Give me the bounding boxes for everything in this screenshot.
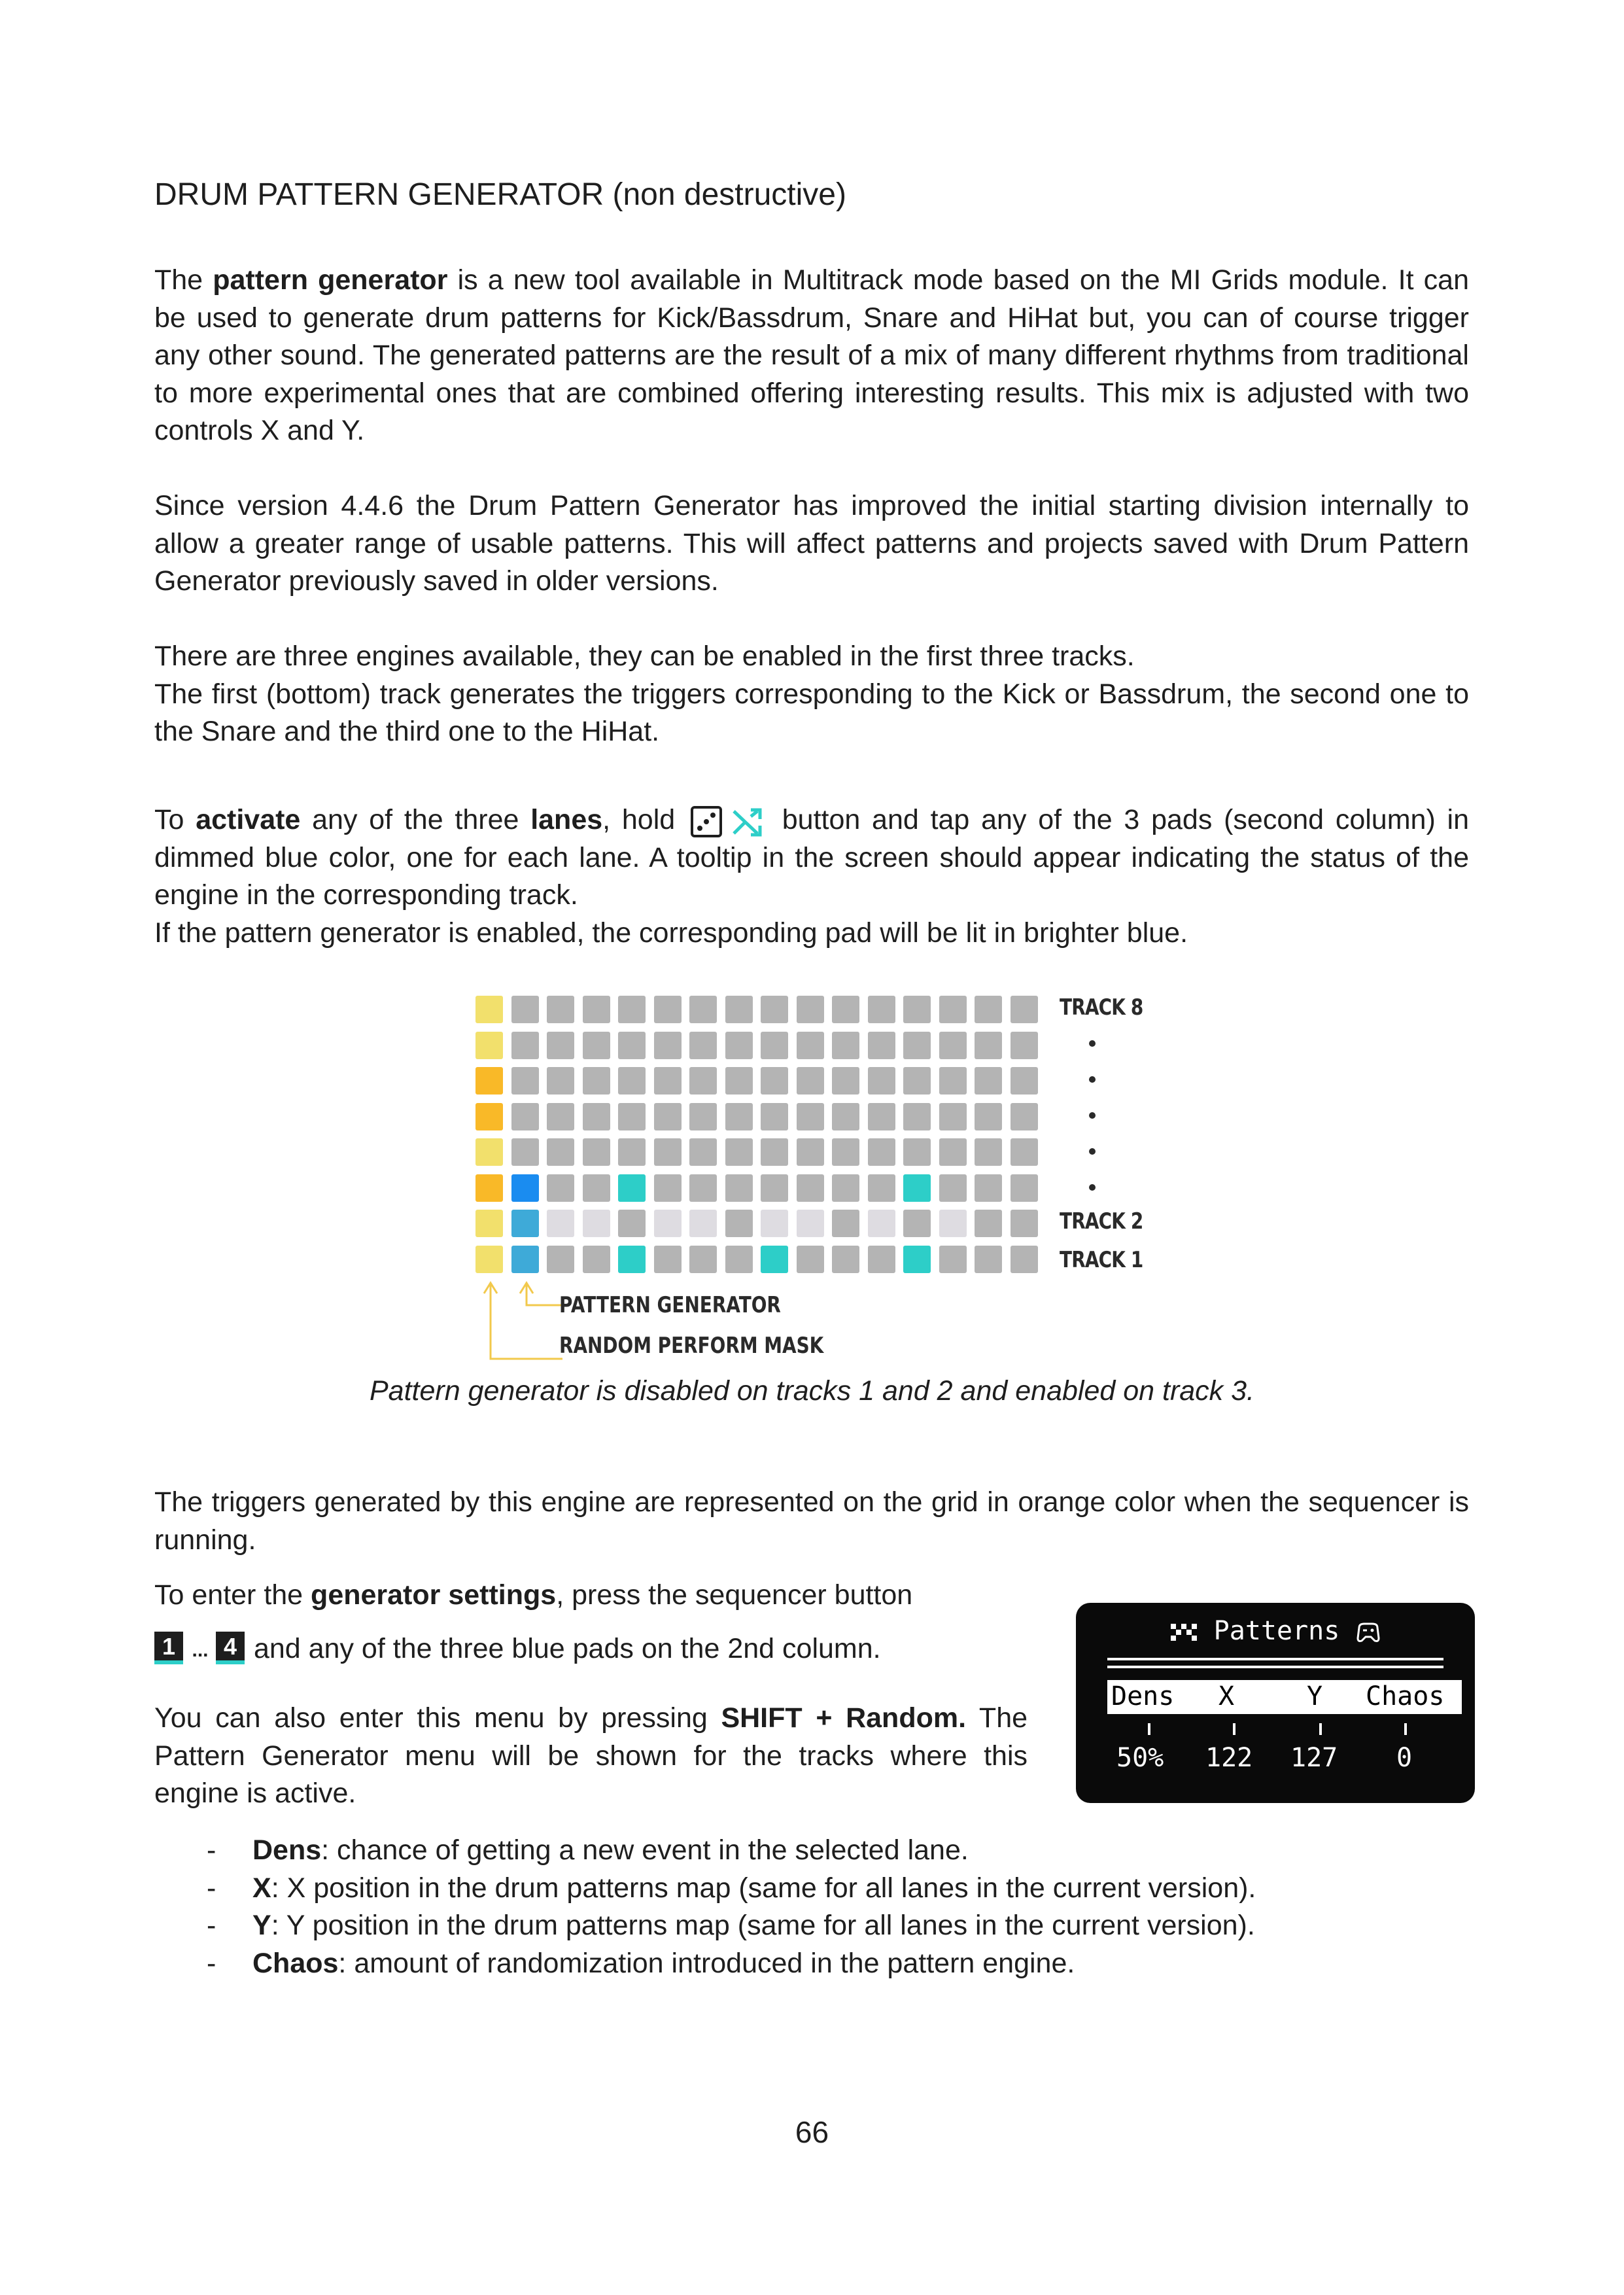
settings-paragraph-1 xyxy=(154,1577,1028,1615)
grid-pad xyxy=(868,1246,895,1273)
activate-bold-1: activate xyxy=(196,804,301,835)
list-item xyxy=(154,1907,1256,1945)
grid-pad xyxy=(868,1138,895,1166)
grid-pad xyxy=(725,1138,753,1166)
list-text: : amount of randomization introduced in the pattern engine. xyxy=(338,1947,1075,1979)
grid-pad xyxy=(797,1210,824,1237)
grid-pad xyxy=(797,1032,824,1059)
grid-pad xyxy=(654,1174,682,1202)
grid-pad xyxy=(689,1210,717,1237)
value-tick xyxy=(1148,1723,1150,1735)
grid-pad xyxy=(903,1138,931,1166)
grid-pad xyxy=(547,1032,574,1059)
grid-pad xyxy=(1011,1138,1038,1166)
ellipsis-dot xyxy=(1089,1184,1096,1191)
list-dash: - xyxy=(207,1872,216,1904)
grid-pad xyxy=(725,1103,753,1130)
ellipsis-dot xyxy=(1089,1148,1096,1155)
grid-pad xyxy=(618,1103,646,1130)
list-text: : X position in the drum patterns map (same for all lanes in the current version). xyxy=(271,1872,1256,1904)
screen-rule xyxy=(1107,1666,1443,1668)
settings-key-line xyxy=(154,1630,881,1670)
grid-pad xyxy=(797,1138,824,1166)
grid-pad xyxy=(903,1210,931,1237)
screen-header-bar xyxy=(1107,1680,1462,1714)
activate-text-2: any of the three xyxy=(300,804,531,835)
grid-pad xyxy=(689,1174,717,1202)
grid-pad xyxy=(832,1210,859,1237)
activate-bold-2: lanes xyxy=(530,804,603,835)
grid-pad xyxy=(583,1174,610,1202)
grid-pad xyxy=(868,1103,895,1130)
header-chaos: Chaos xyxy=(1366,1681,1445,1711)
settings-text-3: and any of the three blue pads on the 2nd column. xyxy=(246,1633,881,1664)
grid-pad xyxy=(511,1174,539,1202)
grid-pad xyxy=(725,1067,753,1095)
grid-pad xyxy=(511,1138,539,1166)
grid-pad xyxy=(511,1032,539,1059)
grid-pad xyxy=(868,1067,895,1095)
grid-pad xyxy=(903,996,931,1023)
grid-pad xyxy=(761,1246,788,1273)
screen-title-row xyxy=(1076,1616,1475,1646)
grid-pad xyxy=(654,1210,682,1237)
intro-paragraph xyxy=(154,262,1469,450)
grid-pad xyxy=(903,1067,931,1095)
intro-text-2: is a new tool available in Multitrack mode based on the MI Grids module. It can be used to generate drum patterns for Kick/Bassdrum, Snare and HiHat but, you can of course trigger any other sound. The generated patterns are the result of a mix of many different rhythms from traditional to more experimental ones that are combined offering interesting results. This mix is adjusted with two controls X and Y. xyxy=(154,264,1469,446)
grid-pad xyxy=(975,1210,1002,1237)
grid-pad xyxy=(761,1138,788,1166)
random-perform-mask-label: RANDOM PERFORM MASK xyxy=(559,1333,824,1359)
grid-pad xyxy=(511,1210,539,1237)
value-tick xyxy=(1233,1723,1235,1735)
triggers-paragraph: The triggers generated by this engine are represented on the grid in orange color when the sequencer is running. xyxy=(154,1486,1469,1556)
grid-pad xyxy=(1011,996,1038,1023)
grid-pad xyxy=(475,1032,503,1059)
settings-text-5: The Pattern Generator menu will be shown for the tracks where this engine is active. xyxy=(154,1702,1028,1809)
settings-text-4: You can also enter this menu by pressing xyxy=(154,1702,721,1734)
list-term: Y xyxy=(252,1910,271,1941)
settings-text-1: To enter the xyxy=(154,1579,311,1611)
settings-text-2: , press the sequencer button xyxy=(556,1579,913,1611)
grid-pad xyxy=(1011,1174,1038,1202)
grid-pad xyxy=(868,1210,895,1237)
grid-pad xyxy=(797,996,824,1023)
grid-pad xyxy=(689,1103,717,1130)
version-note-paragraph: Since version 4.4.6 the Drum Pattern Generator has improved the initial starting division internally to allow a greater range of usable patterns. This will affect patterns and projects saved with Drum Pattern Generator previously saved in older versions. xyxy=(154,490,1469,597)
grid-pad xyxy=(547,1246,574,1273)
gamepad-icon xyxy=(1355,1621,1381,1643)
grid-pad xyxy=(583,1032,610,1059)
grid-pad xyxy=(475,1210,503,1237)
grid-pad xyxy=(975,1174,1002,1202)
grid-pad xyxy=(689,1138,717,1166)
value-tick xyxy=(1404,1723,1407,1735)
header-y: Y xyxy=(1307,1681,1323,1711)
list-text: : Y position in the drum patterns map (same for all lanes in the current version). xyxy=(271,1910,1255,1941)
settings-bold-1: generator settings xyxy=(311,1579,557,1611)
grid-pad xyxy=(1011,1032,1038,1059)
list-dash: - xyxy=(207,1910,216,1941)
parameter-list xyxy=(154,1832,1256,1982)
grid-pad xyxy=(689,1067,717,1095)
page-heading: DRUM PATTERN GENERATOR (non destructive) xyxy=(154,177,846,212)
grid-pad xyxy=(868,1174,895,1202)
header-dens: Dens xyxy=(1111,1681,1175,1711)
grid-pad xyxy=(689,996,717,1023)
grid-pad xyxy=(618,1174,646,1202)
intro-bold-term: pattern generator xyxy=(213,264,448,296)
grid-pad xyxy=(654,1032,682,1059)
step-key-ellipsis: ... xyxy=(192,1639,209,1661)
grid-pad xyxy=(583,1067,610,1095)
grid-pad xyxy=(832,1067,859,1095)
grid-pad xyxy=(689,1032,717,1059)
ellipsis-dot xyxy=(1089,1076,1096,1083)
grid-pad xyxy=(725,1246,753,1273)
grid-pad xyxy=(511,1246,539,1273)
grid-pad xyxy=(475,1138,503,1166)
grid-pad xyxy=(832,1174,859,1202)
grid-pad xyxy=(1011,1067,1038,1095)
grid-pad xyxy=(618,1067,646,1095)
grid-pad xyxy=(583,1138,610,1166)
grid-pad xyxy=(618,1138,646,1166)
screen-rule xyxy=(1107,1658,1443,1660)
grid-pad xyxy=(654,996,682,1023)
grid-pad xyxy=(511,1103,539,1130)
value-y: 127 xyxy=(1290,1743,1338,1773)
grid-pad xyxy=(689,1246,717,1273)
activate-text-3: , hold xyxy=(602,804,687,835)
engines-line-2: The first (bottom) track generates the triggers corresponding to the Kick or Bassdrum, the second one to the Snare and the third one to the HiHat. xyxy=(154,678,1469,747)
page-number: 66 xyxy=(795,2115,829,2149)
grid-pad xyxy=(618,1210,646,1237)
list-item xyxy=(154,1870,1256,1908)
header-x: X xyxy=(1218,1681,1235,1711)
grid-pad xyxy=(547,1138,574,1166)
grid-pad xyxy=(903,1103,931,1130)
figure-caption: Pattern generator is disabled on tracks 1 and 2 and enabled on track 3. xyxy=(370,1375,1254,1407)
screen-title: Patterns xyxy=(1213,1616,1340,1646)
grid-pad xyxy=(903,1174,931,1202)
list-term: X xyxy=(252,1872,271,1904)
grid-pad xyxy=(797,1103,824,1130)
list-term: Dens xyxy=(252,1834,322,1866)
grid-pad xyxy=(475,1246,503,1273)
track-2-label: TRACK 2 xyxy=(1060,1208,1143,1235)
activate-paragraph xyxy=(154,801,1469,952)
grid-pad xyxy=(832,996,859,1023)
grid-pad xyxy=(583,1103,610,1130)
grid-pad xyxy=(725,1032,753,1059)
grid-pad xyxy=(761,996,788,1023)
grid-pad xyxy=(1011,1210,1038,1237)
grid-pad xyxy=(475,1174,503,1202)
value-chaos: 0 xyxy=(1396,1743,1413,1773)
grid-pad xyxy=(475,1067,503,1095)
grid-pad xyxy=(583,1246,610,1273)
grid-pad xyxy=(761,1210,788,1237)
list-term: Chaos xyxy=(252,1947,339,1979)
value-tick xyxy=(1319,1723,1322,1735)
grid-pad xyxy=(511,1067,539,1095)
grid-pad xyxy=(797,1067,824,1095)
grid-pad xyxy=(618,1032,646,1059)
grid-pad xyxy=(939,1067,967,1095)
grid-pad xyxy=(832,1138,859,1166)
list-item xyxy=(154,1832,1256,1870)
grid-pad xyxy=(761,1032,788,1059)
grid-pad xyxy=(583,1210,610,1237)
grid-pad xyxy=(975,1138,1002,1166)
track-1-label: TRACK 1 xyxy=(1060,1247,1143,1273)
activate-line-2: If the pattern generator is enabled, the corresponding pad will be lit in brighter blue. xyxy=(154,917,1188,949)
engines-paragraph xyxy=(154,638,1469,751)
settings-bold-2: SHIFT + Random. xyxy=(721,1702,967,1734)
engines-line-1: There are three engines available, they can be enabled in the first three tracks. xyxy=(154,640,1135,672)
activate-text-1: To xyxy=(154,804,196,835)
list-item xyxy=(154,1945,1256,1983)
grid-pad xyxy=(1011,1246,1038,1273)
intro-text-1: The xyxy=(154,264,213,296)
settings-paragraph-2 xyxy=(154,1700,1028,1813)
grid-pad xyxy=(975,996,1002,1023)
grid-pad xyxy=(975,1246,1002,1273)
grid-pad xyxy=(975,1103,1002,1130)
grid-pad xyxy=(1011,1103,1038,1130)
activate-text-4: button and tap any of the 3 pads (second column) in dimmed blue color, one for each lane. A tooltip in the screen should appear indicating the status of the engine in the corresponding track. xyxy=(154,804,1470,911)
step-buttons-icon xyxy=(154,1632,246,1670)
grid-pad xyxy=(797,1174,824,1202)
grid-pad xyxy=(761,1067,788,1095)
shuffle-icon xyxy=(731,805,768,839)
grid-pad xyxy=(547,996,574,1023)
grid-pad xyxy=(475,996,503,1023)
step-key-4: 4 xyxy=(216,1632,245,1664)
grid-pad xyxy=(547,1210,574,1237)
grid-pad xyxy=(761,1103,788,1130)
grid-pad xyxy=(832,1103,859,1130)
grid-pad xyxy=(654,1246,682,1273)
grid-pad xyxy=(725,1210,753,1237)
value-x: 122 xyxy=(1205,1743,1253,1773)
grid-pad xyxy=(547,1103,574,1130)
grid-pad xyxy=(939,996,967,1023)
grid-pad xyxy=(511,996,539,1023)
grid-pad xyxy=(547,1067,574,1095)
grid-pad xyxy=(797,1246,824,1273)
grid-pad xyxy=(725,996,753,1023)
ellipsis-dot xyxy=(1089,1040,1096,1047)
oled-screen xyxy=(1076,1603,1475,1803)
grid-pad xyxy=(975,1032,1002,1059)
pattern-grid-icon xyxy=(1169,1622,1198,1642)
grid-pad xyxy=(618,996,646,1023)
grid-pad xyxy=(475,1103,503,1130)
grid-pad xyxy=(547,1174,574,1202)
grid-pad xyxy=(761,1174,788,1202)
grid-pad xyxy=(654,1138,682,1166)
ellipsis-dot xyxy=(1089,1112,1096,1119)
grid-pad xyxy=(939,1032,967,1059)
grid-pad xyxy=(654,1103,682,1130)
grid-pad xyxy=(832,1246,859,1273)
grid-pad xyxy=(939,1103,967,1130)
grid-pad xyxy=(975,1067,1002,1095)
grid-pad xyxy=(868,996,895,1023)
list-text: : chance of getting a new event in the selected lane. xyxy=(321,1834,969,1866)
grid-pad xyxy=(939,1246,967,1273)
step-key-1: 1 xyxy=(154,1632,183,1664)
grid-pad xyxy=(903,1246,931,1273)
list-dash: - xyxy=(207,1947,216,1979)
pattern-generator-label: PATTERN GENERATOR xyxy=(559,1292,781,1318)
list-dash: - xyxy=(207,1834,216,1866)
grid-pad xyxy=(725,1174,753,1202)
value-dens: 50% xyxy=(1116,1743,1164,1773)
grid-pad xyxy=(583,996,610,1023)
grid-pad xyxy=(939,1210,967,1237)
track-8-label: TRACK 8 xyxy=(1060,994,1143,1021)
grid-pad xyxy=(939,1174,967,1202)
grid-pad xyxy=(832,1032,859,1059)
grid-pad xyxy=(618,1246,646,1273)
grid-pad xyxy=(868,1032,895,1059)
grid-pad xyxy=(654,1067,682,1095)
grid-pad xyxy=(903,1032,931,1059)
dice-icon xyxy=(689,805,726,839)
grid-pad xyxy=(939,1138,967,1166)
